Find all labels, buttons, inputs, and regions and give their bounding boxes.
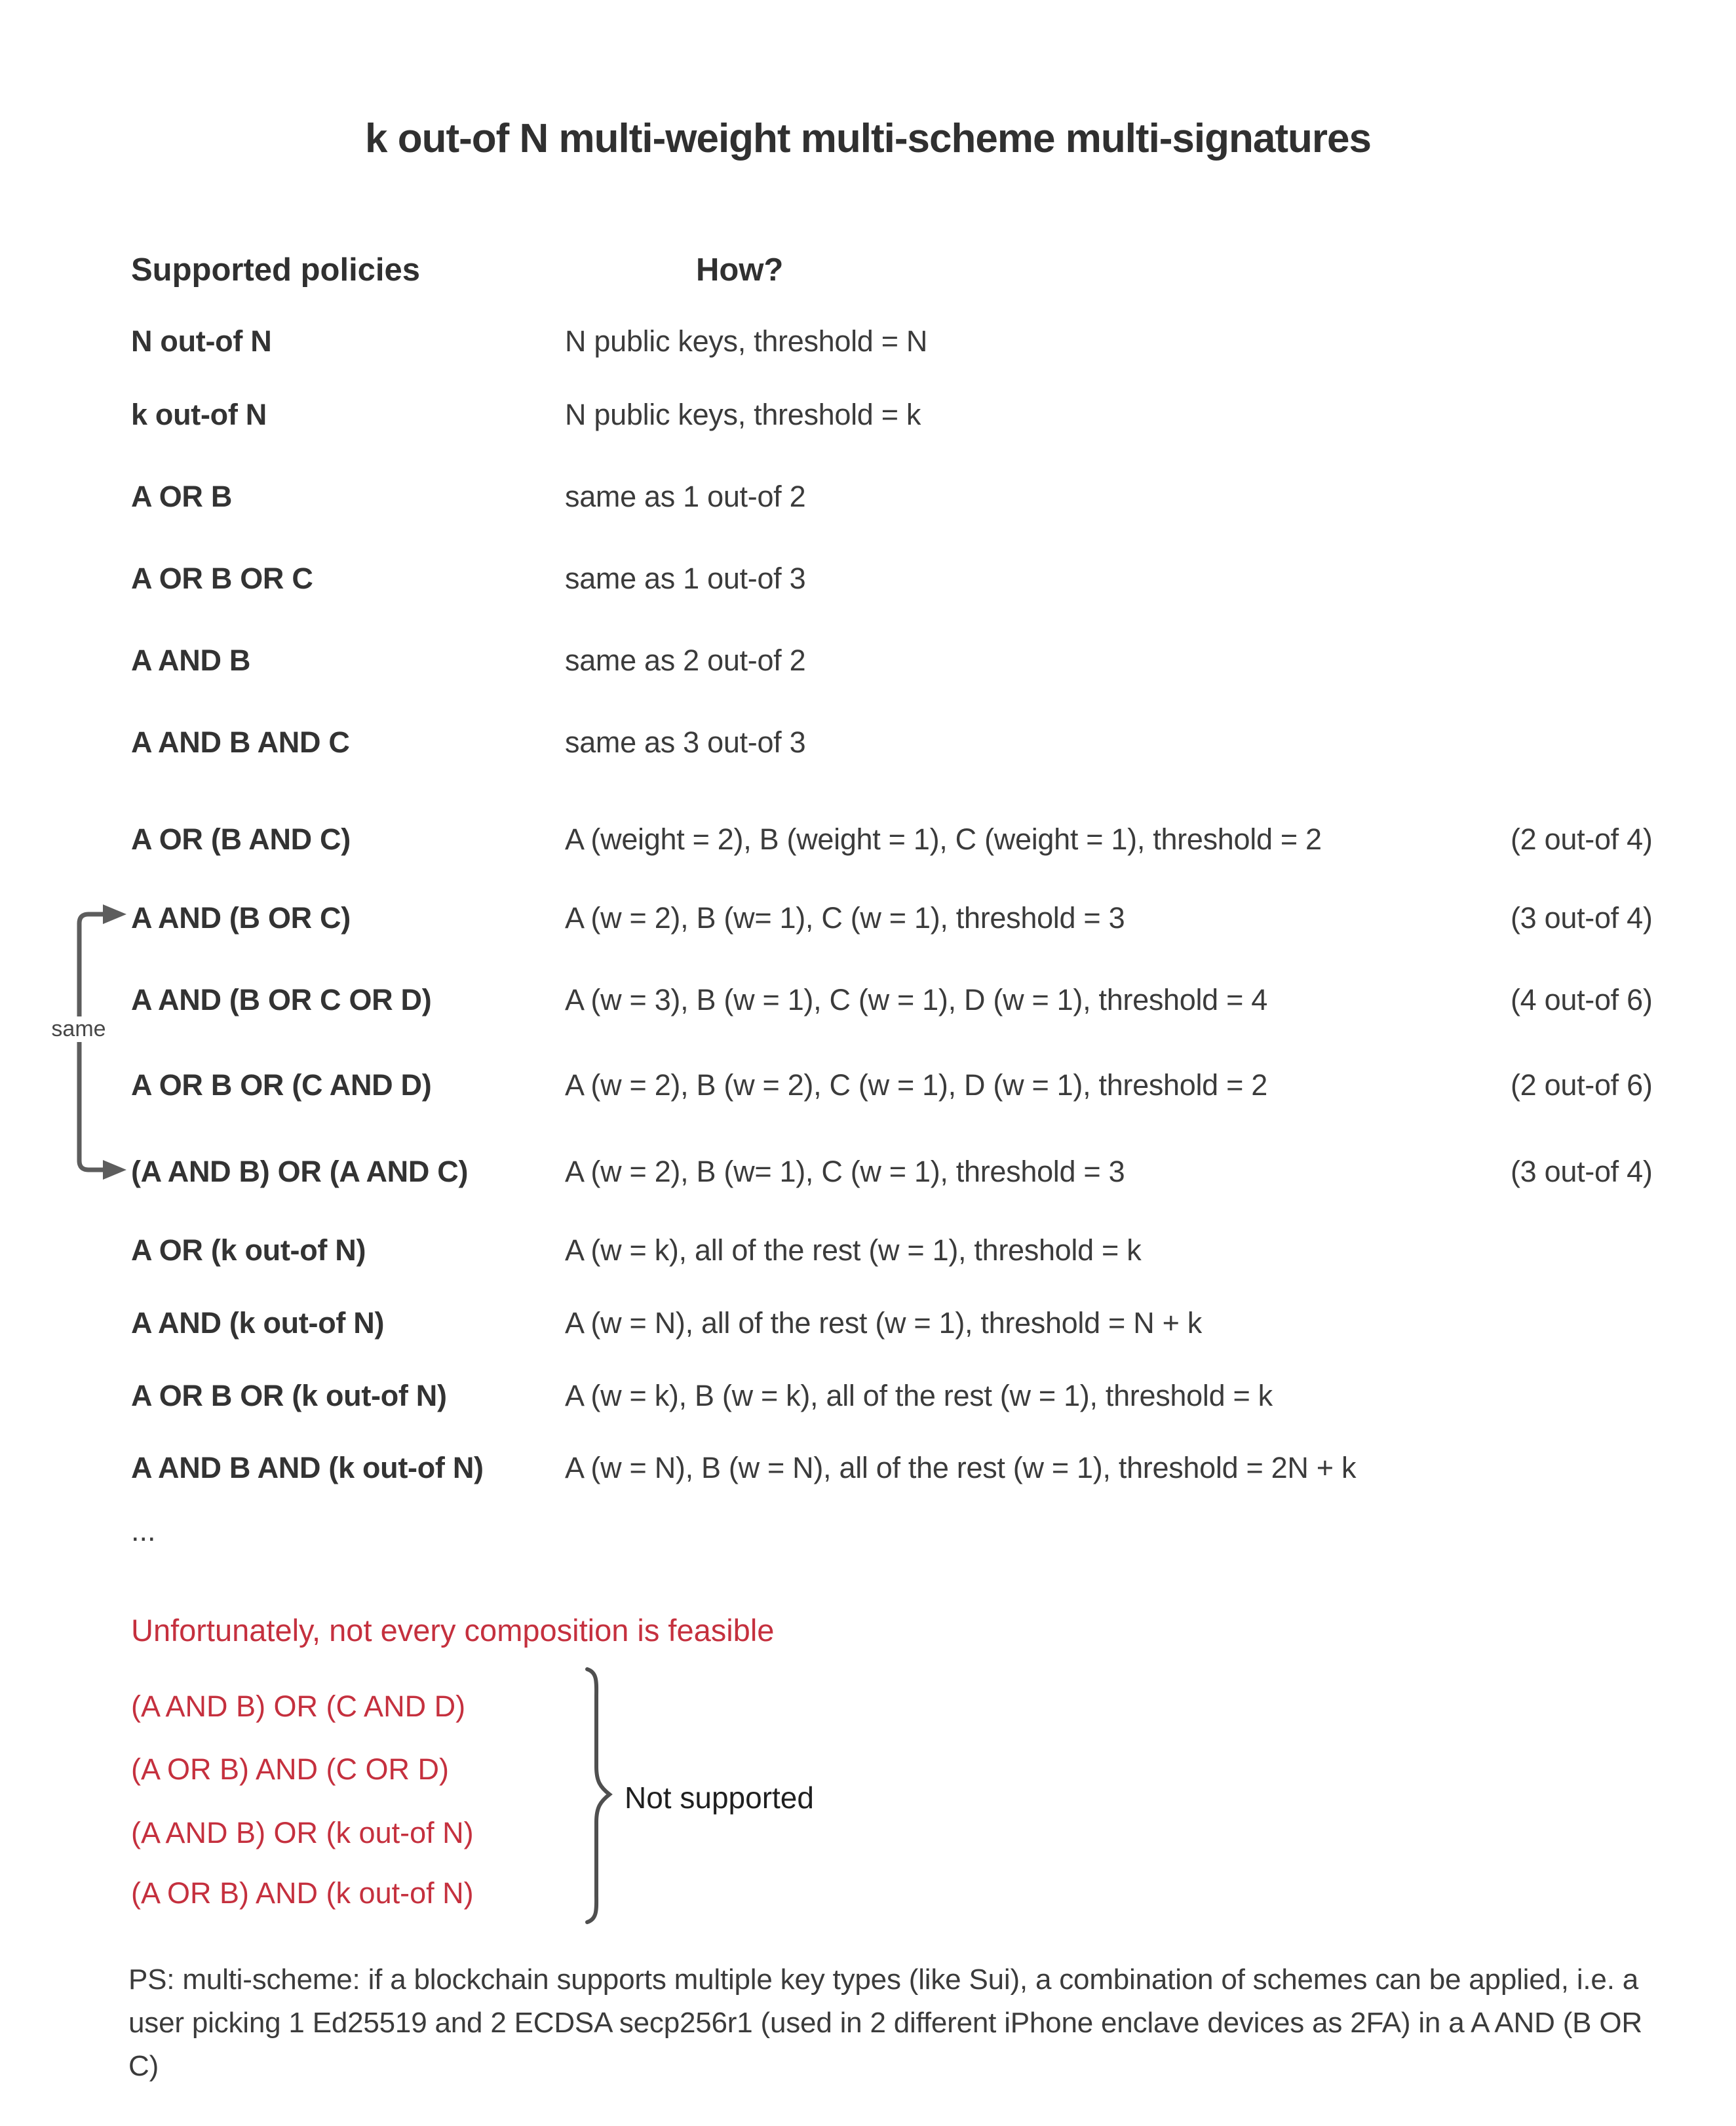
how-cell: same as 1 out-of 3 [565,562,806,595]
not-supported-label: Not supported [625,1781,814,1815]
how-cell: A (w = k), B (w = k), all of the rest (w = 1), threshold = k [565,1379,1273,1412]
note-cell: (2 out-of 6) [1511,1068,1653,1102]
how-cell: A (w = k), all of the rest (w = 1), threshold = k [565,1233,1142,1267]
policy-cell: A OR B [131,480,233,513]
how-cell: A (weight = 2), B (weight = 1), C (weight = 1), threshold = 2 [565,822,1322,856]
how-cell: N public keys, threshold = k [565,398,921,431]
same-label: same [43,1016,114,1042]
infeasible-heading: Unfortunately, not every composition is feasible [131,1613,775,1648]
policy-cell: A AND (k out-of N) [131,1306,385,1340]
policy-cell: A AND (B OR C OR D) [131,983,432,1016]
table-row [0,562,1736,601]
table-row [0,1306,1736,1345]
note-cell: (4 out-of 6) [1511,983,1653,1016]
table-row [0,901,1736,940]
table-row [0,1155,1736,1194]
how-cell: A (w = N), B (w = N), all of the rest (w = 1), threshold = 2N + k [565,1451,1357,1484]
table-row [0,1379,1736,1418]
policy-cell: A OR (k out-of N) [131,1233,366,1267]
column-header-how: How? [696,252,784,288]
page-title: k out-of N multi-weight multi-scheme multi-signatures [365,116,1371,161]
policy-cell: k out-of N [131,398,267,431]
how-cell: A (w = 2), B (w= 1), C (w = 1), threshold = 3 [565,1155,1125,1188]
policy-cell: A AND (B OR C) [131,901,351,935]
how-cell: A (w = 2), B (w = 2), C (w = 1), D (w = 1), threshold = 2 [565,1068,1268,1102]
table-row [0,1451,1736,1490]
policy-cell: A OR B OR (k out-of N) [131,1379,447,1412]
table-ellipsis: ... [131,1514,156,1547]
how-cell: same as 1 out-of 2 [565,480,806,513]
infeasible-item: (A AND B) OR (k out-of N) [131,1816,474,1849]
table-row [0,983,1736,1022]
note-cell: (3 out-of 4) [1511,1155,1653,1188]
how-cell: same as 3 out-of 3 [565,725,806,759]
table-row [0,1233,1736,1273]
table-row [0,822,1736,862]
same-bracket-arrows-icon [36,898,134,1189]
infeasible-item: (A AND B) OR (C AND D) [131,1690,466,1723]
ps-note: PS: multi-scheme: if a blockchain supports multiple key types (like Sui), a combination of schemes can be applied, i.e. a user picking 1 Ed25519 and 2 ECDSA secp256r1 (used in 2 different iPhone enclave devices as 2FA) in a A AND (B OR C) [128,1963,1642,2082]
policy-cell: A OR B OR (C AND D) [131,1068,432,1102]
table-row [0,324,1736,364]
policy-cell: N out-of N [131,324,272,358]
table-row [0,480,1736,519]
column-header-supported-policies: Supported policies [131,252,421,288]
policy-cell: A AND B [131,644,251,677]
infeasible-item: (A OR B) AND (k out-of N) [131,1876,474,1910]
note-cell: (3 out-of 4) [1511,901,1653,935]
how-cell: same as 2 out-of 2 [565,644,806,677]
how-cell: A (w = N), all of the rest (w = 1), threshold = N + k [565,1306,1202,1340]
policy-cell: A AND B AND C [131,725,350,759]
table-row [0,725,1736,765]
how-cell: N public keys, threshold = N [565,324,928,358]
policy-cell: A OR B OR C [131,562,313,595]
policy-cell: A OR (B AND C) [131,822,351,856]
curly-brace-icon [581,1667,617,1924]
table-row [0,1068,1736,1108]
policy-cell: (A AND B) OR (A AND C) [131,1155,469,1188]
how-cell: A (w = 3), B (w = 1), C (w = 1), D (w = 1), threshold = 4 [565,983,1268,1016]
table-row [0,398,1736,437]
policy-cell: A AND B AND (k out-of N) [131,1451,484,1484]
how-cell: A (w = 2), B (w= 1), C (w = 1), threshold = 3 [565,901,1125,935]
table-row [0,644,1736,683]
infeasible-item: (A OR B) AND (C OR D) [131,1752,450,1786]
note-cell: (2 out-of 4) [1511,822,1653,856]
